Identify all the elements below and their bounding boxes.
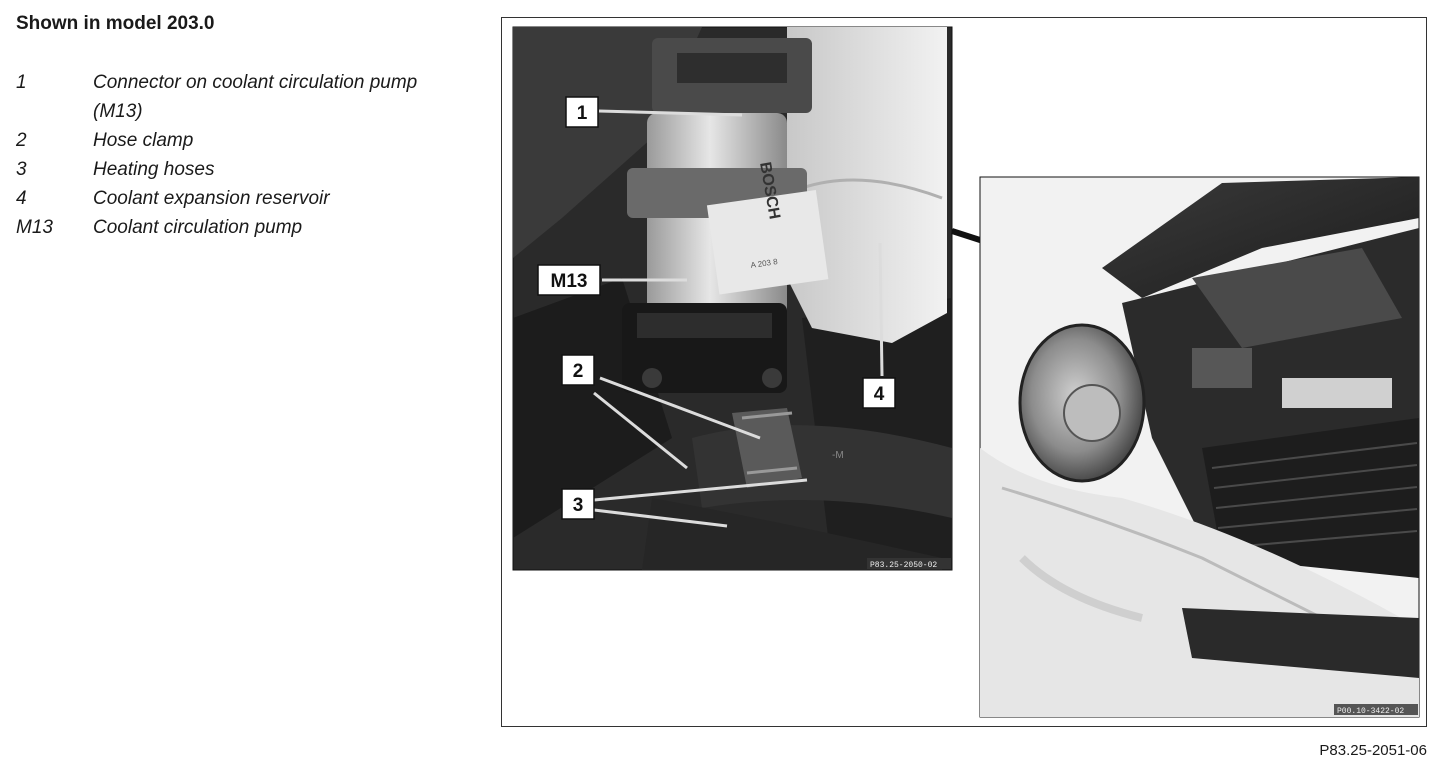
legend-key: 4 — [16, 188, 27, 209]
legend-list — [16, 68, 436, 242]
svg-text:M13: M13 — [550, 271, 588, 292]
callout-m13 — [538, 265, 600, 295]
overview-photo — [980, 177, 1419, 717]
legend-item — [16, 213, 436, 242]
legend-key: 3 — [16, 159, 27, 180]
svg-text:-M: -M — [832, 450, 844, 461]
callout-1 — [566, 97, 598, 127]
callout-3 — [562, 489, 594, 519]
detail-photo-ref: P83.25-2050-02 — [870, 561, 938, 570]
legend-item — [16, 68, 436, 126]
legend-key: 2 — [16, 130, 27, 151]
svg-text:A 203 8: A 203 8 — [750, 257, 779, 270]
legend-item — [16, 155, 436, 184]
page-title: Shown in model 203.0 — [16, 13, 215, 34]
legend-text: Coolant expansion reservoir — [93, 188, 330, 209]
callout-2 — [562, 355, 594, 385]
overview-photo-ref: P00.10-3422-02 — [1337, 707, 1405, 716]
svg-text:2: 2 — [572, 361, 584, 382]
figure-frame — [501, 17, 1427, 727]
detail-photo — [513, 27, 952, 570]
svg-text:1: 1 — [576, 103, 588, 124]
legend-text: Hose clamp — [93, 130, 194, 151]
legend-text: Coolant circulation pump — [93, 217, 303, 238]
figure-reference: P83.25-2051-06 — [1319, 742, 1427, 759]
svg-text:3: 3 — [572, 495, 584, 516]
legend-item — [16, 184, 436, 213]
svg-text:BOSCH: BOSCH — [756, 160, 783, 221]
legend-text: Connector on coolant circulation pump (M13) — [93, 72, 418, 122]
legend-item — [16, 126, 436, 155]
svg-text:4: 4 — [873, 384, 885, 405]
legend-key: 1 — [16, 72, 27, 93]
figure-illustration — [502, 18, 1428, 728]
callout-4 — [863, 378, 895, 408]
legend-key: M13 — [16, 217, 53, 238]
legend-text: Heating hoses — [93, 159, 215, 180]
